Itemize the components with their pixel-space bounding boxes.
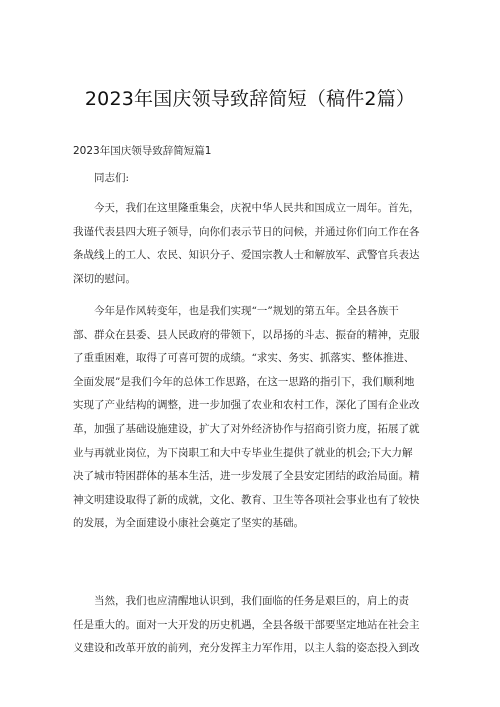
paragraph-line: 了重重困难，取得了可喜可贺的成绩。“求实、务实、抓落实、整体推进、 [73,352,415,365]
paragraph-line: 今天，我们在这里隆重集会，庆祝中华人民共和国成立一周年。首先， [94,202,420,214]
paragraph-1 [73,197,438,291]
document-title: 2023年国庆领导致辞简短（稿件2篇） [84,88,416,110]
paragraph-line: 部、群众在县委、县人民政府的带领下，以昂扬的斗志、振奋的精神，克服 [73,328,420,341]
paragraph-line: 的发展，为全面建设小康社会奠定了坚实的基础。 [73,517,304,530]
paragraph-line: 实现了产业结构的调整，进一步加强了农业和农村工作，深化了国有企业改 [73,399,420,412]
paragraph-line: 条战线上的工人、农民、知识分子、爱国宗教人士和解放军、武警官兵表达 [73,249,420,262]
paragraph-line: 任是重大的。面对一大开发的历史机遇，全县各级干部要坚定地站在社会主 [73,618,420,631]
paragraph-line: 业与再就业岗位，为下岗职工和大中专毕业生提供了就业的机会;下大力解 [73,446,413,459]
paragraph-3 [73,590,438,661]
paragraph-line: 全面发展”是我们今年的总体工作思路，在这一思路的指引下，我们顺利地 [73,375,415,388]
paragraph-line: 深切的慰问。 [73,272,136,285]
paragraph-line: 神文明建设取得了新的成就，文化、教育、卫生等各项社会事业也有了较快 [73,493,420,506]
paragraph-line: 决了城市特困群体的基本生活，进一步发展了全县安定团结的政治局面。精 [73,470,420,483]
paragraph-line: 义建设和改革开放的前列，充分发挥主力军作用，以主人翁的姿态投入到改 [73,642,420,655]
paragraph-2 [73,300,438,536]
paragraph-line: 革，加强了基础设施建设，扩大了对外经济协作与招商引资力度，拓展了就 [73,422,420,435]
section-heading: 2023年国庆领导致辞简短篇1 [73,145,212,157]
paragraph-line: 我谨代表县四大班子领导，向你们表示节日的问候，并通过你们向工作在各 [73,225,420,238]
paragraph-line: 今年是作风转变年，也是我们实现“一”规划的第五年。全县各族干 [94,305,399,317]
greeting-line: 同志们: [94,172,130,184]
paragraph-line: 当然，我们也应清醒地认识到，我们面临的任务是艰巨的，肩上的责 [94,595,409,607]
